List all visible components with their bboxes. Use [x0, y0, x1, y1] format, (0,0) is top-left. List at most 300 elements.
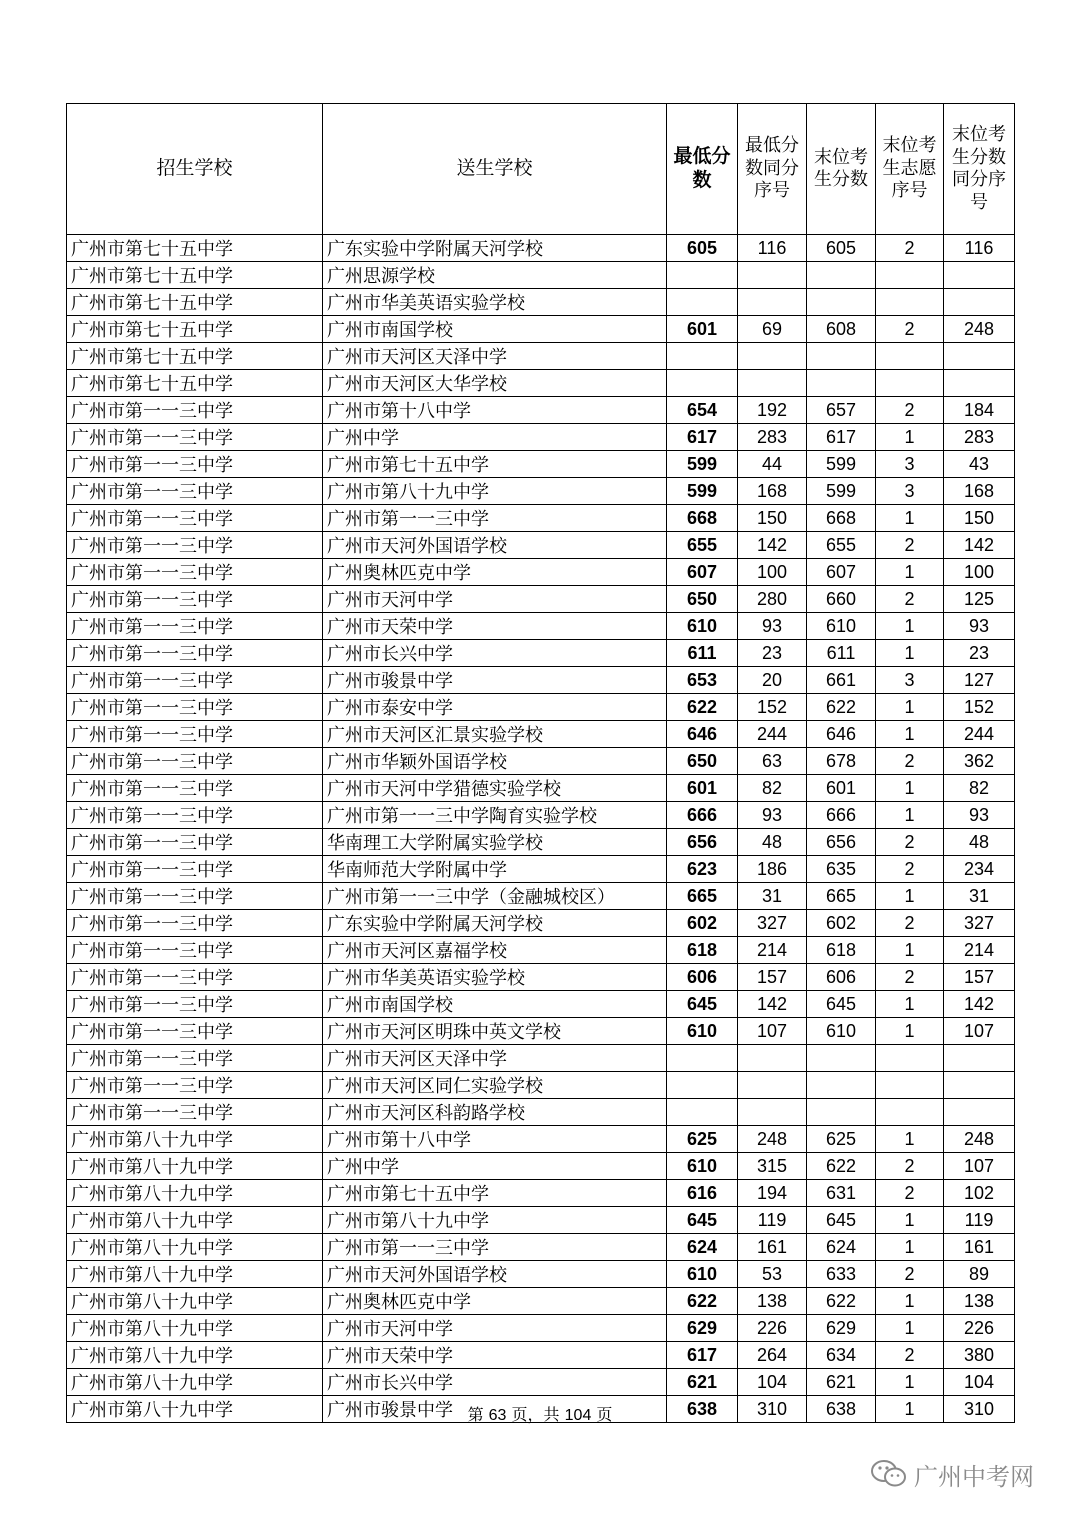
last-score-rank-cell: 89	[944, 1261, 1015, 1288]
last-choice-order-cell: 1	[876, 640, 944, 667]
min-score-rank-cell: 93	[738, 613, 807, 640]
last-score-cell: 606	[807, 964, 876, 991]
last-choice-order-cell: 2	[876, 829, 944, 856]
last-choice-order-cell: 1	[876, 559, 944, 586]
min-score-cell: 602	[667, 910, 738, 937]
table-row	[67, 856, 1015, 883]
last-score-rank-cell	[944, 1072, 1015, 1099]
last-score-rank-cell: 327	[944, 910, 1015, 937]
enrolling-school-cell: 广州市第八十九中学	[67, 1261, 323, 1288]
min-score-rank-cell: 82	[738, 775, 807, 802]
last-choice-order-cell: 2	[876, 1180, 944, 1207]
last-score-cell: 621	[807, 1369, 876, 1396]
last-choice-order-cell: 2	[876, 1342, 944, 1369]
last-score-cell: 638	[807, 1396, 876, 1423]
header-enrolling-school: 招生学校	[67, 104, 323, 235]
enrolling-school-cell: 广州市第八十九中学	[67, 1234, 323, 1261]
last-score-rank-cell: 116	[944, 235, 1015, 262]
last-score-rank-cell: 244	[944, 721, 1015, 748]
last-choice-order-cell: 1	[876, 1315, 944, 1342]
min-score-cell: 605	[667, 235, 738, 262]
min-score-rank-cell: 244	[738, 721, 807, 748]
watermark-text: 广州中考网	[914, 1462, 1034, 1491]
sending-school-cell: 广州市骏景中学	[323, 667, 667, 694]
min-score-cell: 610	[667, 613, 738, 640]
table-row	[67, 316, 1015, 343]
min-score-cell: 650	[667, 748, 738, 775]
page-footer	[0, 1402, 1080, 1425]
last-choice-order-cell: 1	[876, 1207, 944, 1234]
last-choice-order-cell: 2	[876, 235, 944, 262]
enrolling-school-cell: 广州市第一一三中学	[67, 505, 323, 532]
min-score-rank-cell: 119	[738, 1207, 807, 1234]
sending-school-cell: 广东实验中学附属天河学校	[323, 235, 667, 262]
last-score-rank-cell: 23	[944, 640, 1015, 667]
min-score-cell: 650	[667, 586, 738, 613]
table-row	[67, 964, 1015, 991]
footer-middle: 页，共	[506, 1405, 565, 1424]
min-score-rank-cell: 69	[738, 316, 807, 343]
enrolling-school-cell: 广州市第一一三中学	[67, 829, 323, 856]
min-score-cell: 656	[667, 829, 738, 856]
last-score-cell: 660	[807, 586, 876, 613]
sending-school-cell: 广州市华颖外国语学校	[323, 748, 667, 775]
last-score-rank-cell	[944, 343, 1015, 370]
min-score-rank-cell: 248	[738, 1126, 807, 1153]
sending-school-cell: 广州市泰安中学	[323, 694, 667, 721]
last-score-cell: 646	[807, 721, 876, 748]
min-score-cell: 606	[667, 964, 738, 991]
table-row	[67, 505, 1015, 532]
min-score-cell: 629	[667, 1315, 738, 1342]
table-body	[67, 235, 1015, 1423]
min-score-cell: 645	[667, 991, 738, 1018]
last-score-rank-cell: 107	[944, 1153, 1015, 1180]
min-score-cell: 599	[667, 478, 738, 505]
enrolling-school-cell: 广州市第七十五中学	[67, 370, 323, 397]
table-row	[67, 343, 1015, 370]
min-score-rank-cell	[738, 343, 807, 370]
last-score-rank-cell: 248	[944, 1126, 1015, 1153]
enrolling-school-cell: 广州市第一一三中学	[67, 640, 323, 667]
sending-school-cell: 广州市天河区明珠中英文学校	[323, 1018, 667, 1045]
last-choice-order-cell: 1	[876, 775, 944, 802]
footer-prefix: 第	[467, 1405, 489, 1424]
last-choice-order-cell: 1	[876, 1126, 944, 1153]
min-score-rank-cell: 310	[738, 1396, 807, 1423]
table-row	[67, 802, 1015, 829]
last-score-rank-cell	[944, 289, 1015, 316]
min-score-rank-cell: 48	[738, 829, 807, 856]
last-score-cell: 610	[807, 1018, 876, 1045]
min-score-cell: 617	[667, 424, 738, 451]
last-score-rank-cell: 234	[944, 856, 1015, 883]
table-row	[67, 262, 1015, 289]
table-row	[67, 1153, 1015, 1180]
enrolling-school-cell: 广州市第一一三中学	[67, 937, 323, 964]
last-score-cell: 678	[807, 748, 876, 775]
min-score-cell: 653	[667, 667, 738, 694]
last-choice-order-cell: 2	[876, 1153, 944, 1180]
min-score-rank-cell: 194	[738, 1180, 807, 1207]
min-score-rank-cell: 168	[738, 478, 807, 505]
last-score-cell	[807, 289, 876, 316]
last-score-rank-cell: 362	[944, 748, 1015, 775]
enrolling-school-cell: 广州市第一一三中学	[67, 775, 323, 802]
min-score-rank-cell: 150	[738, 505, 807, 532]
last-score-rank-cell: 161	[944, 1234, 1015, 1261]
min-score-cell: 624	[667, 1234, 738, 1261]
table-row	[67, 532, 1015, 559]
last-score-cell: 601	[807, 775, 876, 802]
min-score-cell: 655	[667, 532, 738, 559]
last-score-cell	[807, 1099, 876, 1126]
enrolling-school-cell: 广州市第八十九中学	[67, 1342, 323, 1369]
last-score-rank-cell: 43	[944, 451, 1015, 478]
last-choice-order-cell: 2	[876, 964, 944, 991]
last-choice-order-cell	[876, 289, 944, 316]
min-score-rank-cell: 264	[738, 1342, 807, 1369]
table-row	[67, 1369, 1015, 1396]
min-score-cell	[667, 262, 738, 289]
header-last-score: 末位考生分数	[807, 104, 876, 235]
sending-school-cell: 广州市第一一三中学	[323, 1234, 667, 1261]
table-row	[67, 1315, 1015, 1342]
min-score-cell: 623	[667, 856, 738, 883]
last-choice-order-cell: 2	[876, 1261, 944, 1288]
last-score-rank-cell: 150	[944, 505, 1015, 532]
table-row	[67, 1099, 1015, 1126]
last-choice-order-cell: 1	[876, 1018, 944, 1045]
min-score-cell: 622	[667, 1288, 738, 1315]
last-score-rank-cell: 93	[944, 613, 1015, 640]
min-score-cell: 601	[667, 775, 738, 802]
table-row	[67, 1207, 1015, 1234]
min-score-rank-cell: 186	[738, 856, 807, 883]
min-score-rank-cell	[738, 1045, 807, 1072]
sending-school-cell: 广州市第八十九中学	[323, 1207, 667, 1234]
last-choice-order-cell	[876, 1045, 944, 1072]
last-score-cell	[807, 370, 876, 397]
enrolling-school-cell: 广州市第一一三中学	[67, 802, 323, 829]
last-score-cell: 618	[807, 937, 876, 964]
table-row	[67, 883, 1015, 910]
sending-school-cell: 广州市天河区科韵路学校	[323, 1099, 667, 1126]
table-row	[67, 667, 1015, 694]
min-score-rank-cell: 53	[738, 1261, 807, 1288]
header-min-score: 最低分数	[667, 104, 738, 235]
min-score-rank-cell: 107	[738, 1018, 807, 1045]
last-score-rank-cell: 248	[944, 316, 1015, 343]
sending-school-cell: 华南师范大学附属中学	[323, 856, 667, 883]
last-score-cell: 657	[807, 397, 876, 424]
min-score-cell	[667, 1045, 738, 1072]
sending-school-cell: 广州市天荣中学	[323, 613, 667, 640]
last-choice-order-cell: 2	[876, 586, 944, 613]
last-choice-order-cell: 1	[876, 424, 944, 451]
enrolling-school-cell: 广州市第一一三中学	[67, 478, 323, 505]
min-score-rank-cell	[738, 370, 807, 397]
sending-school-cell: 广州市天河区大华学校	[323, 370, 667, 397]
last-score-rank-cell: 214	[944, 937, 1015, 964]
min-score-rank-cell: 20	[738, 667, 807, 694]
min-score-cell: 610	[667, 1018, 738, 1045]
table-row	[67, 1018, 1015, 1045]
sending-school-cell: 广州中学	[323, 1153, 667, 1180]
enrolling-school-cell: 广州市第八十九中学	[67, 1126, 323, 1153]
last-score-cell: 635	[807, 856, 876, 883]
last-score-rank-cell: 93	[944, 802, 1015, 829]
min-score-cell	[667, 289, 738, 316]
enrolling-school-cell: 广州市第一一三中学	[67, 910, 323, 937]
last-score-rank-cell: 157	[944, 964, 1015, 991]
table-row	[67, 721, 1015, 748]
last-score-rank-cell: 283	[944, 424, 1015, 451]
table-row	[67, 1342, 1015, 1369]
min-score-cell: 610	[667, 1261, 738, 1288]
enrolling-school-cell: 广州市第一一三中学	[67, 451, 323, 478]
last-score-rank-cell: 226	[944, 1315, 1015, 1342]
table-row	[67, 559, 1015, 586]
sending-school-cell: 广州市天河区嘉福学校	[323, 937, 667, 964]
table-row	[67, 937, 1015, 964]
table-row	[67, 640, 1015, 667]
last-choice-order-cell	[876, 262, 944, 289]
last-score-cell: 666	[807, 802, 876, 829]
enrolling-school-cell: 广州市第一一三中学	[67, 532, 323, 559]
table-row	[67, 748, 1015, 775]
sending-school-cell: 广州市第一一三中学陶育实验学校	[323, 802, 667, 829]
min-score-cell: 622	[667, 694, 738, 721]
watermark	[870, 1454, 1034, 1494]
last-choice-order-cell: 1	[876, 1369, 944, 1396]
last-score-cell	[807, 343, 876, 370]
enrolling-school-cell: 广州市第一一三中学	[67, 694, 323, 721]
enrolling-school-cell: 广州市第一一三中学	[67, 586, 323, 613]
enrolling-school-cell: 广州市第八十九中学	[67, 1315, 323, 1342]
last-score-cell: 617	[807, 424, 876, 451]
min-score-rank-cell	[738, 1072, 807, 1099]
footer-suffix: 页	[591, 1405, 613, 1424]
current-page: 63	[488, 1407, 507, 1424]
table-row	[67, 478, 1015, 505]
last-score-cell: 629	[807, 1315, 876, 1342]
min-score-cell	[667, 370, 738, 397]
min-score-rank-cell: 283	[738, 424, 807, 451]
last-score-rank-cell	[944, 1045, 1015, 1072]
header-last-choice-order: 末位考生志愿序号	[876, 104, 944, 235]
last-choice-order-cell: 3	[876, 478, 944, 505]
min-score-cell: 616	[667, 1180, 738, 1207]
min-score-rank-cell: 142	[738, 991, 807, 1018]
table-row	[67, 424, 1015, 451]
enrolling-school-cell: 广州市第七十五中学	[67, 316, 323, 343]
table-row	[67, 1072, 1015, 1099]
sending-school-cell: 广东实验中学附属天河学校	[323, 910, 667, 937]
min-score-rank-cell: 100	[738, 559, 807, 586]
sending-school-cell: 广州市天河中学猎德实验学校	[323, 775, 667, 802]
enrolling-school-cell: 广州市第一一三中学	[67, 748, 323, 775]
last-choice-order-cell: 2	[876, 532, 944, 559]
table-row	[67, 613, 1015, 640]
enrolling-school-cell: 广州市第一一三中学	[67, 397, 323, 424]
last-score-cell: 645	[807, 1207, 876, 1234]
sending-school-cell: 广州市天河区汇景实验学校	[323, 721, 667, 748]
enrolling-school-cell: 广州市第一一三中学	[67, 1099, 323, 1126]
enrolling-school-cell: 广州市第八十九中学	[67, 1369, 323, 1396]
wechat-icon	[870, 1458, 908, 1490]
sending-school-cell: 广州市第十八中学	[323, 397, 667, 424]
min-score-rank-cell	[738, 1099, 807, 1126]
min-score-rank-cell: 93	[738, 802, 807, 829]
enrolling-school-cell: 广州市第八十九中学	[67, 1180, 323, 1207]
last-score-rank-cell: 168	[944, 478, 1015, 505]
last-choice-order-cell	[876, 370, 944, 397]
last-score-cell	[807, 1072, 876, 1099]
table-header-row	[67, 104, 1015, 235]
min-score-rank-cell: 44	[738, 451, 807, 478]
last-score-cell: 656	[807, 829, 876, 856]
table-row	[67, 1126, 1015, 1153]
enrolling-school-cell: 广州市第八十九中学	[67, 1288, 323, 1315]
enrolling-school-cell: 广州市第八十九中学	[67, 1207, 323, 1234]
last-choice-order-cell: 2	[876, 910, 944, 937]
last-score-rank-cell: 142	[944, 532, 1015, 559]
min-score-rank-cell: 31	[738, 883, 807, 910]
last-score-cell: 622	[807, 1153, 876, 1180]
enrolling-school-cell: 广州市第一一三中学	[67, 1018, 323, 1045]
last-score-rank-cell: 125	[944, 586, 1015, 613]
table-row	[67, 397, 1015, 424]
last-choice-order-cell: 1	[876, 937, 944, 964]
enrolling-school-cell: 广州市第一一三中学	[67, 991, 323, 1018]
last-score-cell: 605	[807, 235, 876, 262]
table-row	[67, 1045, 1015, 1072]
table-row	[67, 1180, 1015, 1207]
last-score-cell: 610	[807, 613, 876, 640]
sending-school-cell: 广州市第八十九中学	[323, 478, 667, 505]
last-score-rank-cell: 380	[944, 1342, 1015, 1369]
min-score-cell	[667, 1099, 738, 1126]
min-score-cell: 611	[667, 640, 738, 667]
enrolling-school-cell: 广州市第一一三中学	[67, 667, 323, 694]
sending-school-cell: 广州市南国学校	[323, 316, 667, 343]
min-score-rank-cell	[738, 289, 807, 316]
last-score-rank-cell	[944, 262, 1015, 289]
last-choice-order-cell: 1	[876, 883, 944, 910]
min-score-rank-cell: 161	[738, 1234, 807, 1261]
last-score-cell: 625	[807, 1126, 876, 1153]
min-score-rank-cell: 280	[738, 586, 807, 613]
min-score-rank-cell: 315	[738, 1153, 807, 1180]
last-score-rank-cell: 138	[944, 1288, 1015, 1315]
enrolling-school-cell: 广州市第一一三中学	[67, 721, 323, 748]
min-score-rank-cell: 116	[738, 235, 807, 262]
last-choice-order-cell: 2	[876, 397, 944, 424]
enrolling-school-cell: 广州市第一一三中学	[67, 559, 323, 586]
last-score-cell: 633	[807, 1261, 876, 1288]
last-choice-order-cell	[876, 1072, 944, 1099]
min-score-rank-cell: 63	[738, 748, 807, 775]
sending-school-cell: 广州市第一一三中学	[323, 505, 667, 532]
min-score-cell: 599	[667, 451, 738, 478]
last-choice-order-cell: 2	[876, 316, 944, 343]
last-score-rank-cell: 31	[944, 883, 1015, 910]
min-score-cell: 646	[667, 721, 738, 748]
sending-school-cell: 广州市长兴中学	[323, 640, 667, 667]
sending-school-cell: 广州市第一一三中学（金融城校区）	[323, 883, 667, 910]
min-score-rank-cell	[738, 262, 807, 289]
min-score-rank-cell: 214	[738, 937, 807, 964]
last-score-cell: 655	[807, 532, 876, 559]
min-score-cell: 610	[667, 1153, 738, 1180]
sending-school-cell: 广州市华美英语实验学校	[323, 964, 667, 991]
last-choice-order-cell: 1	[876, 694, 944, 721]
table-row	[67, 586, 1015, 613]
table-row	[67, 235, 1015, 262]
header-min-score-rank: 最低分数同分序号	[738, 104, 807, 235]
sending-school-cell: 广州市南国学校	[323, 991, 667, 1018]
sending-school-cell: 广州思源学校	[323, 262, 667, 289]
last-score-rank-cell: 82	[944, 775, 1015, 802]
min-score-cell: 645	[667, 1207, 738, 1234]
sending-school-cell: 广州市第七十五中学	[323, 1180, 667, 1207]
sending-school-cell: 广州中学	[323, 424, 667, 451]
table-row	[67, 1288, 1015, 1315]
enrolling-school-cell: 广州市第一一三中学	[67, 856, 323, 883]
table-row	[67, 451, 1015, 478]
min-score-cell	[667, 1072, 738, 1099]
min-score-rank-cell: 192	[738, 397, 807, 424]
last-score-rank-cell: 100	[944, 559, 1015, 586]
enrolling-school-cell: 广州市第一一三中学	[67, 964, 323, 991]
last-choice-order-cell	[876, 1099, 944, 1126]
min-score-rank-cell: 152	[738, 694, 807, 721]
last-score-rank-cell: 152	[944, 694, 1015, 721]
min-score-rank-cell: 23	[738, 640, 807, 667]
min-score-cell: 617	[667, 1342, 738, 1369]
last-score-cell: 622	[807, 694, 876, 721]
enrolling-school-cell: 广州市第一一三中学	[67, 1045, 323, 1072]
min-score-cell: 618	[667, 937, 738, 964]
min-score-cell: 607	[667, 559, 738, 586]
last-score-cell: 622	[807, 1288, 876, 1315]
last-score-rank-cell: 48	[944, 829, 1015, 856]
sending-school-cell: 广州市天河区同仁实验学校	[323, 1072, 667, 1099]
last-choice-order-cell: 1	[876, 802, 944, 829]
table-row	[67, 694, 1015, 721]
last-choice-order-cell: 1	[876, 613, 944, 640]
last-choice-order-cell: 1	[876, 1234, 944, 1261]
last-choice-order-cell: 1	[876, 1396, 944, 1423]
min-score-rank-cell: 142	[738, 532, 807, 559]
last-choice-order-cell: 2	[876, 748, 944, 775]
table-row	[67, 775, 1015, 802]
min-score-cell: 654	[667, 397, 738, 424]
min-score-cell: 601	[667, 316, 738, 343]
last-score-cell: 668	[807, 505, 876, 532]
min-score-cell: 665	[667, 883, 738, 910]
last-choice-order-cell: 1	[876, 1288, 944, 1315]
last-choice-order-cell: 2	[876, 856, 944, 883]
header-sending-school: 送生学校	[323, 104, 667, 235]
table-row	[67, 910, 1015, 937]
header-last-score-rank: 末位考生分数同分序号	[944, 104, 1015, 235]
last-choice-order-cell: 3	[876, 667, 944, 694]
sending-school-cell: 华南理工大学附属实验学校	[323, 829, 667, 856]
sending-school-cell: 广州市第十八中学	[323, 1126, 667, 1153]
last-score-cell: 602	[807, 910, 876, 937]
